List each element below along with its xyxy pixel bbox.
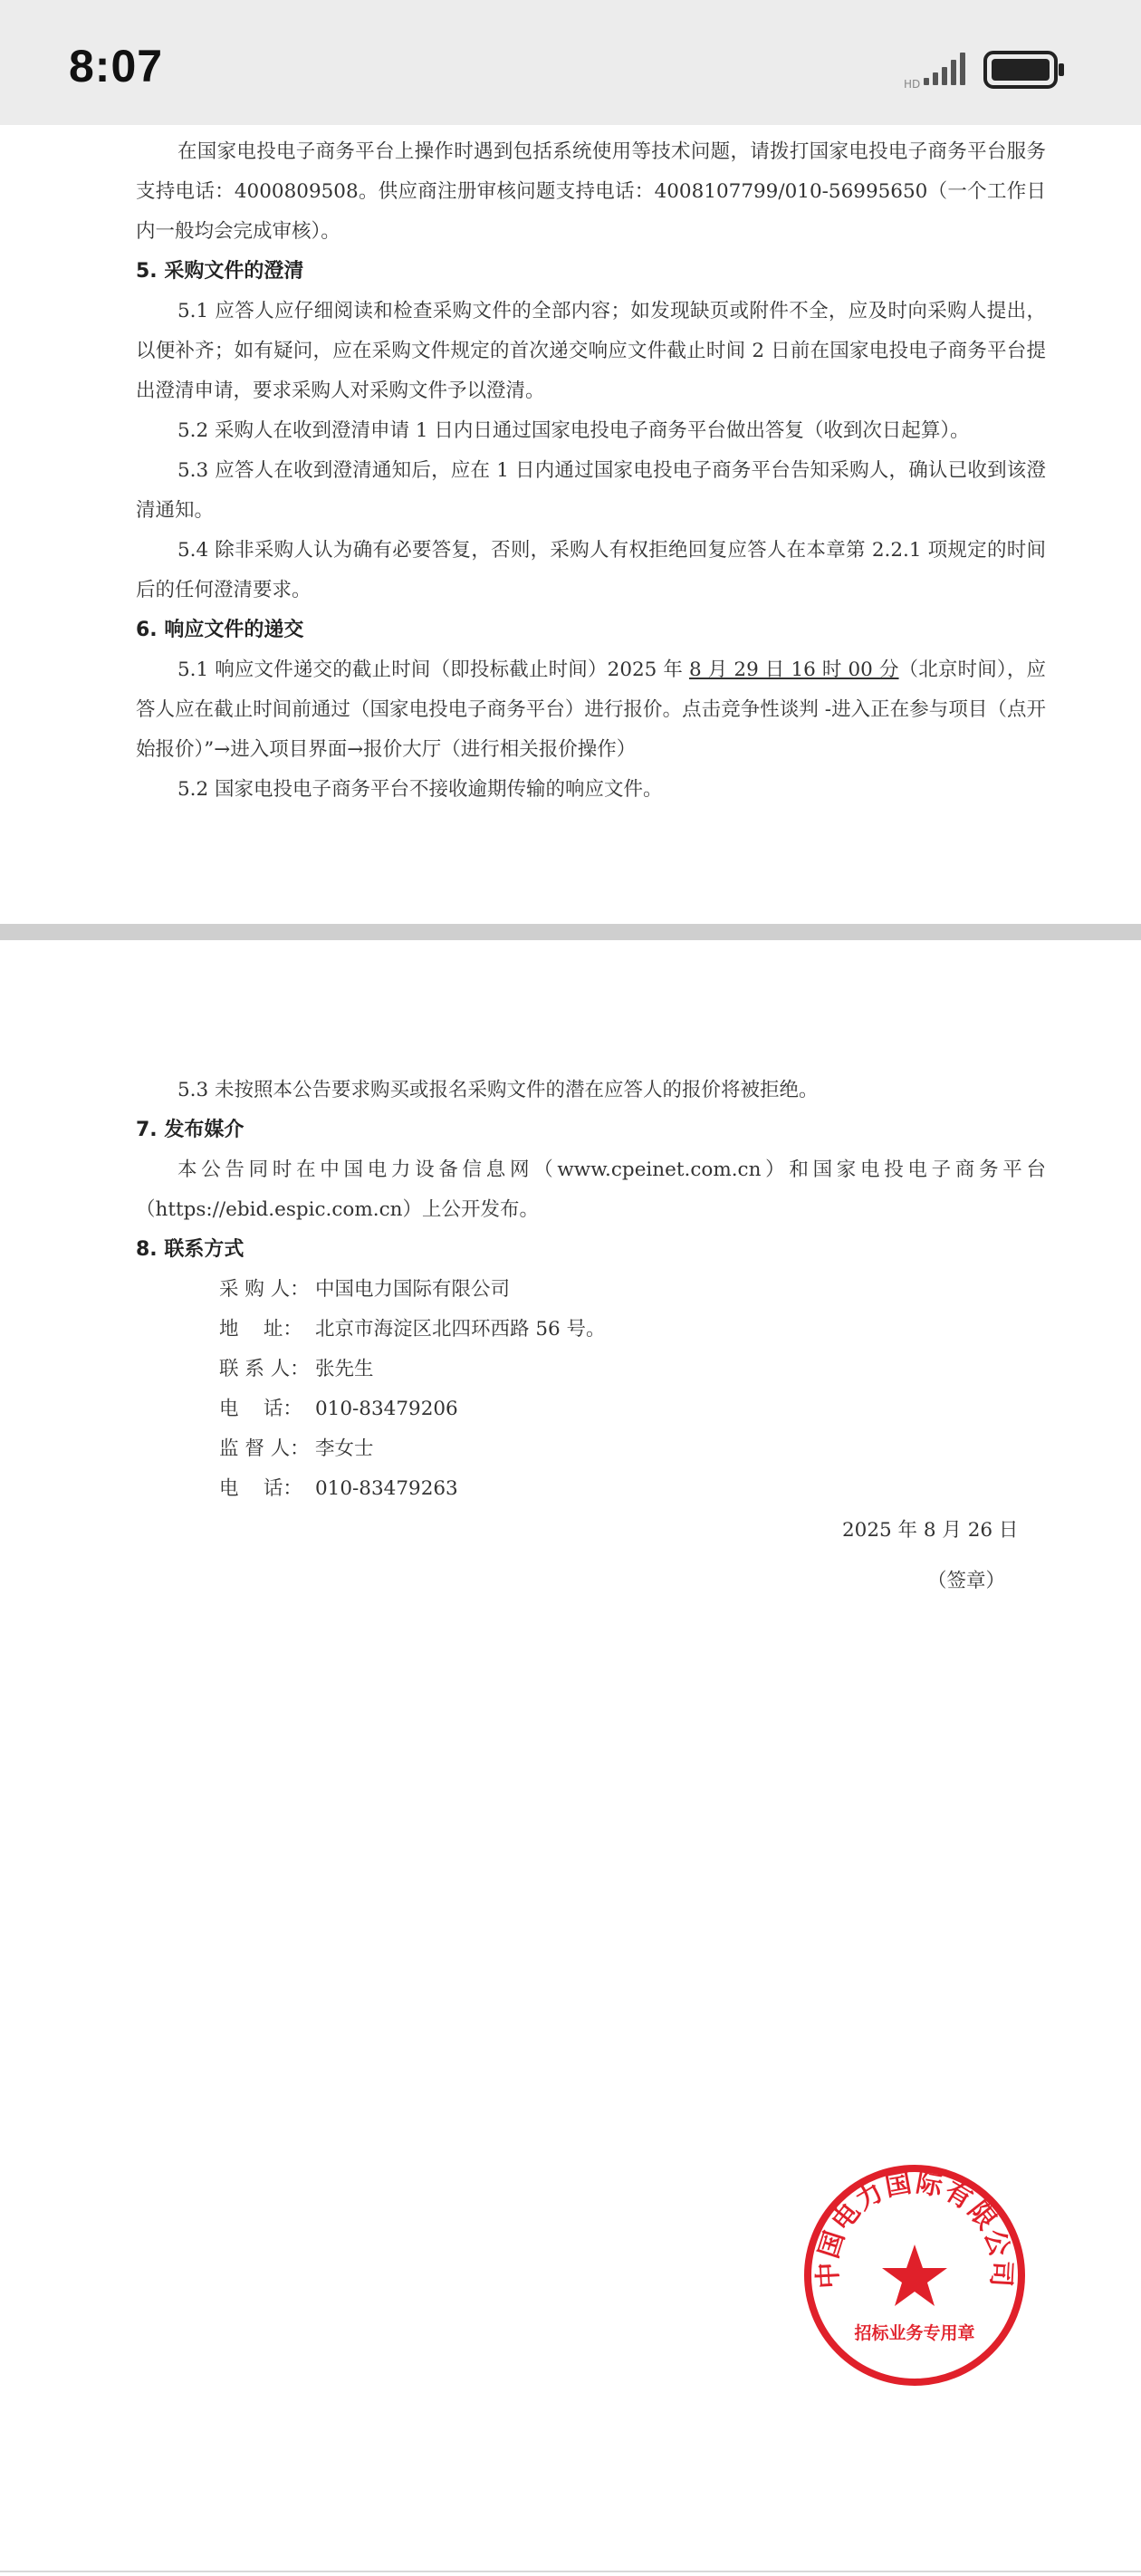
section-6-3: 5.3 未按照本公告要求购买或报名采购文件的潜在应答人的报价将被拒绝。 [177, 1079, 819, 1101]
section-5-2: 5.2 采购人在收到澄清申请 1 日内日通过国家电投电子商务平台做出答复（收到次日起算）。 [177, 419, 970, 442]
contact-supervisor-phone: 电 话： 010-83479263 [219, 1477, 458, 1500]
section-6-1-post: （北京时间），应答人应在截止时间前通过（国家电投电子商务平台）进行报价。点击竞争性谈判 -进入正在参与项目（点开始报价）”→进入项目界面→报价大厅（进行相关报价操作） [136, 658, 1046, 761]
status-bar [0, 0, 1141, 125]
section-7-text: 本公告同时在中国电力设备信息网（www.cpeinet.com.cn）和国家电投电子商务平台（https://ebid.espic.com.cn）上公开发布。 [136, 1158, 1046, 1221]
seal-purpose: 招标业务专用章 [854, 2323, 975, 2343]
document-date: 2025 年 8 月 26 日 [842, 1519, 1019, 1542]
battery-icon [983, 51, 1067, 89]
signal-icon [920, 51, 971, 87]
page-separator [0, 924, 1141, 940]
contact-purchaser: 采 购 人： 中国电力国际有限公司 [219, 1278, 511, 1301]
document-page-1 [0, 125, 1141, 924]
intro-paragraph: 在国家电投电子商务平台上操作时遇到包括系统使用等技术问题，请拨打国家电投电子商务平台服务支持电话：4000809508。供应商注册审核问题支持电话：4008107799/010-56995650（一个工作日内一般均会完成审核）。 [136, 140, 1046, 243]
official-seal-icon [797, 2158, 1032, 2393]
section-5-1: 5.1 应答人应仔细阅读和检查采购文件的全部内容；如发现缺页或附件不全，应及时向采购人提出，以便补齐；如有疑问，应在采购文件规定的首次递交响应文件截止时间 2 日前在国家电投电子商务平台提出澄清申请，要求采购人对采购文件予以澄清。 [136, 300, 1046, 402]
contact-supervisor: 监 督 人： 李女士 [219, 1437, 374, 1460]
signature-label: （签章） [927, 1570, 1006, 1592]
section-6-1-pre: 5.1 响应文件递交的截止时间（即投标截止时间）2025 年 [177, 658, 690, 681]
section-7-heading: 7. 发布媒介 [136, 1119, 244, 1141]
contact-person: 联 系 人： 张先生 [219, 1358, 374, 1380]
deadline-text: 8 月 29 日 16 时 00 分 [689, 658, 899, 681]
section-5-heading: 5. 采购文件的澄清 [136, 260, 304, 283]
seal-company: 中国电力国际有限公司 [811, 2167, 1018, 2290]
section-5-3: 5.3 应答人在收到澄清通知后，应在 1 日内通过国家电投电子商务平台告知采购人，确认已收到该澄清通知。 [136, 459, 1046, 522]
status-time: 8:07 [69, 41, 164, 91]
contact-phone: 电 话： 010-83479206 [219, 1398, 458, 1420]
bottom-divider [0, 2571, 1141, 2572]
section-6-heading: 6. 响应文件的递交 [136, 619, 304, 641]
contact-address: 地 址： 北京市海淀区北四环西路 56 号。 [219, 1318, 606, 1341]
section-5-4: 5.4 除非采购人认为确有必要答复，否则，采购人有权拒绝回复应答人在本章第 2.2.1 项规定的时间后的任何澄清要求。 [136, 539, 1046, 601]
section-8-heading: 8. 联系方式 [136, 1238, 244, 1261]
section-6-2: 5.2 国家电投电子商务平台不接收逾期传输的响应文件。 [177, 778, 663, 801]
section-6-1 [136, 650, 1046, 770]
network-label: HD [904, 78, 921, 91]
